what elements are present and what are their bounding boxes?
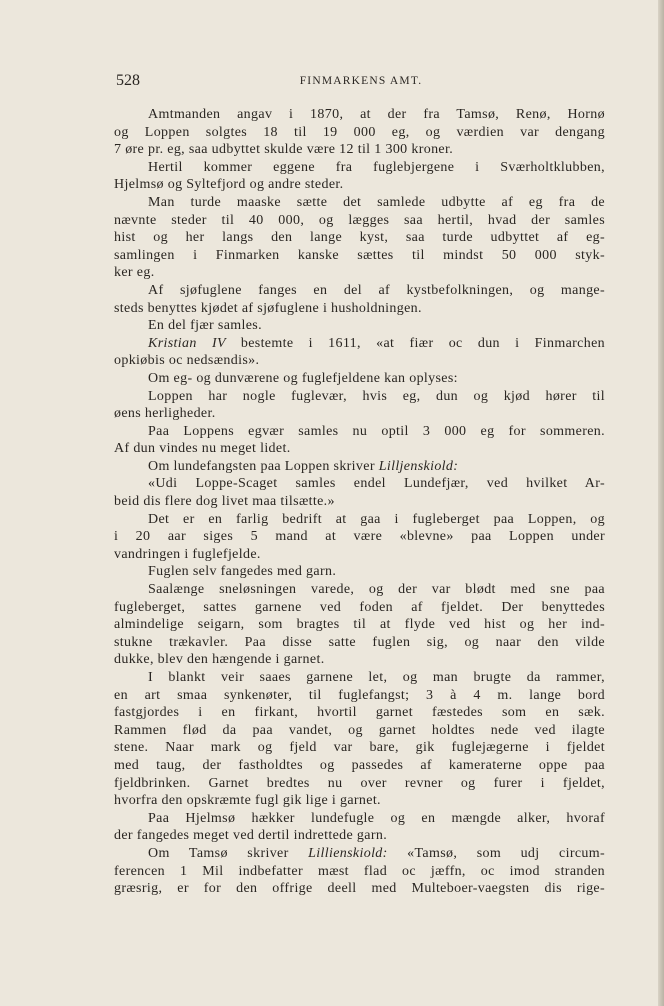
text-line — [114, 194, 605, 212]
text-line — [114, 599, 605, 617]
text-span: Paa Hjelmsø hækker lundefugle og en mængde alker, hvoraf — [148, 810, 605, 826]
text-line — [114, 704, 605, 722]
text-line — [114, 352, 605, 370]
text-line — [114, 212, 605, 230]
text-span: Hjelmsø og Syltefjord og andre steder. — [114, 177, 344, 193]
text-span: der fangedes meget ved dertil indrettede garn. — [114, 828, 388, 844]
text-span: nævnte steder til 40 000, og lægges saa hertil, hvad der samles — [114, 212, 605, 228]
text-span: Om Tamsø skriver — [148, 845, 309, 861]
text-line — [114, 722, 605, 740]
text-span: græsrig, er for den offrige deell med Multeboer-vaegsten dis rige- — [114, 881, 605, 897]
text-span: øens herligheder. — [114, 406, 216, 422]
text-line — [114, 458, 605, 476]
text-line — [114, 634, 605, 652]
text-line — [114, 493, 605, 511]
page-number: 528 — [116, 72, 140, 89]
text-line — [114, 775, 605, 793]
text-line — [114, 370, 605, 388]
text-line — [114, 563, 605, 581]
text-line — [114, 827, 605, 845]
text-span: med taug, der fastholdtes og passedes af kameraterne oppe paa — [114, 757, 605, 773]
text-span: i 20 aar siges 5 mand at være «blevne» paa Loppen under — [114, 529, 605, 545]
text-span: Det er en farlig bedrift at gaa i fugleberget paa Loppen, og — [148, 511, 605, 527]
text-span: og Loppen solgtes 18 til 19 000 eg, og værdien var dengang — [114, 124, 605, 140]
text-line — [114, 335, 605, 353]
text-span: ferencen 1 Mil indbefatter mæst flad oc jæffn, oc imod stranden — [114, 863, 605, 879]
text-span: Paa Loppens egvær samles nu optil 3 000 eg for sommeren. — [148, 423, 605, 439]
text-span: steds benyttes kjødet af sjøfuglene i husholdningen. — [114, 300, 422, 316]
text-line — [114, 810, 605, 828]
text-line — [114, 880, 605, 898]
text-line — [114, 247, 605, 265]
text-line — [114, 739, 605, 757]
text-span: Om lundefangsten paa Loppen skriver — [148, 458, 379, 474]
text-span: vandringen i fuglefjelde. — [114, 546, 261, 562]
text-span: fjeldbrinken. Garnet bredtes nu over revner og furer i fjeldet, — [114, 775, 605, 791]
text-line — [114, 317, 605, 335]
text-span: Af dun vindes nu meget lidet. — [114, 441, 291, 457]
text-span: stukne trækavler. Paa disse satte fuglen sig, og naar den vilde — [114, 634, 605, 650]
text-span: En del fjær samles. — [148, 318, 262, 334]
text-span: beid dis flere dog livet maa tilsætte.» — [114, 494, 335, 510]
text-line — [114, 405, 605, 423]
text-line — [114, 282, 605, 300]
text-span: Man turde maaske sætte det samlede udbytte af eg fra de — [148, 194, 605, 210]
text-span: hist og her langs den lange kyst, saa turde udbyttet af eg- — [114, 230, 605, 246]
text-line — [114, 106, 605, 124]
text-line — [114, 475, 605, 493]
text-line — [114, 546, 605, 564]
text-line — [114, 687, 605, 705]
text-span: Af sjøfuglene fanges en del af kystbefolkningen, og mange- — [148, 282, 605, 298]
text-line — [114, 757, 605, 775]
text-line — [114, 669, 605, 687]
text-span: stene. Naar mark og fjeld var bare, gik fuglejægerne i fjeldet — [114, 740, 605, 756]
text-span: Loppen har nogle fuglevær, hvis eg, dun og kjød hører til — [148, 388, 605, 404]
text-span: en art smaa synkenøter, til fuglefangst; 3 à 4 m. lange bord — [114, 687, 605, 703]
text-line — [114, 229, 605, 247]
text-line — [114, 845, 605, 863]
running-title: FINMARKENS AMT. — [299, 75, 423, 87]
italic-name: Kristian IV — [148, 335, 241, 351]
text-span: samlingen i Finmarken kanske sættes til mindst 50 000 styk- — [114, 247, 605, 263]
page-edge — [658, 0, 664, 1006]
text-span: opkiøbis oc nedsændis». — [114, 353, 260, 369]
text-span: Om eg- og dunværene og fuglefjeldene kan oplyses: — [148, 370, 458, 386]
text-span: I blankt veir saaes garnene let, og man brugte da rammer, — [148, 670, 605, 685]
text-span: Fuglen selv fangedes med garn. — [148, 564, 337, 580]
text-line — [114, 440, 605, 458]
text-line — [114, 581, 605, 599]
page-header — [116, 72, 606, 92]
text-line — [114, 423, 605, 441]
text-span: «Tamsø, som udj circum- — [387, 845, 605, 861]
text-span: «Udi Loppe-Scaget samles endel Lundefjær, ved hvilket Ar- — [148, 476, 605, 492]
text-line — [114, 124, 605, 142]
text-span: hvorfra den opskræmte fugl gik lige i garnet. — [114, 793, 381, 809]
text-line — [114, 528, 605, 546]
text-line — [114, 176, 605, 194]
text-line — [114, 159, 605, 177]
text-span: fugleberget, sattes garnene ved foden af fjeldet. Der benyttedes — [114, 599, 605, 615]
text-line — [114, 863, 605, 881]
text-line — [114, 388, 605, 406]
text-line — [114, 300, 605, 318]
italic-name: Lilljenskiold: — [378, 458, 459, 474]
text-span: almindelige seigarn, som bragtes til at flyde ved hist og her ind- — [114, 617, 605, 633]
text-span: ker eg. — [114, 265, 155, 281]
text-line — [114, 792, 605, 810]
text-span: dukke, blev den hængende i garnet. — [114, 652, 325, 668]
text-span: 7 øre pr. eg, saa udbyttet skulde være 12 til 1 300 kroner. — [114, 142, 454, 158]
body-text — [114, 106, 605, 898]
text-span: Saalænge sneløsningen varede, og der var blødt med sne paa — [148, 582, 605, 598]
text-line — [114, 141, 605, 159]
text-span: fastgjordes i en firkant, hvortil garnet fæstedes som en sæk. — [114, 705, 605, 721]
text-span: Rammen flød da paa vandet, og garnet holdtes nede ved ilagte — [114, 722, 605, 738]
text-span: bestemte i 1611, «at fiær oc dun i Finmarchen — [240, 335, 605, 351]
text-line — [114, 616, 605, 634]
text-span: Amtmanden angav i 1870, at der fra Tamsø, Renø, Hornø — [148, 107, 605, 122]
italic-name: Lillienskiold: — [308, 845, 388, 861]
text-span: Hertil kommer eggene fra fuglebjergene i Sværholtklubben, — [148, 159, 605, 175]
text-line — [114, 651, 605, 669]
text-line — [114, 511, 605, 529]
text-line — [114, 264, 605, 282]
